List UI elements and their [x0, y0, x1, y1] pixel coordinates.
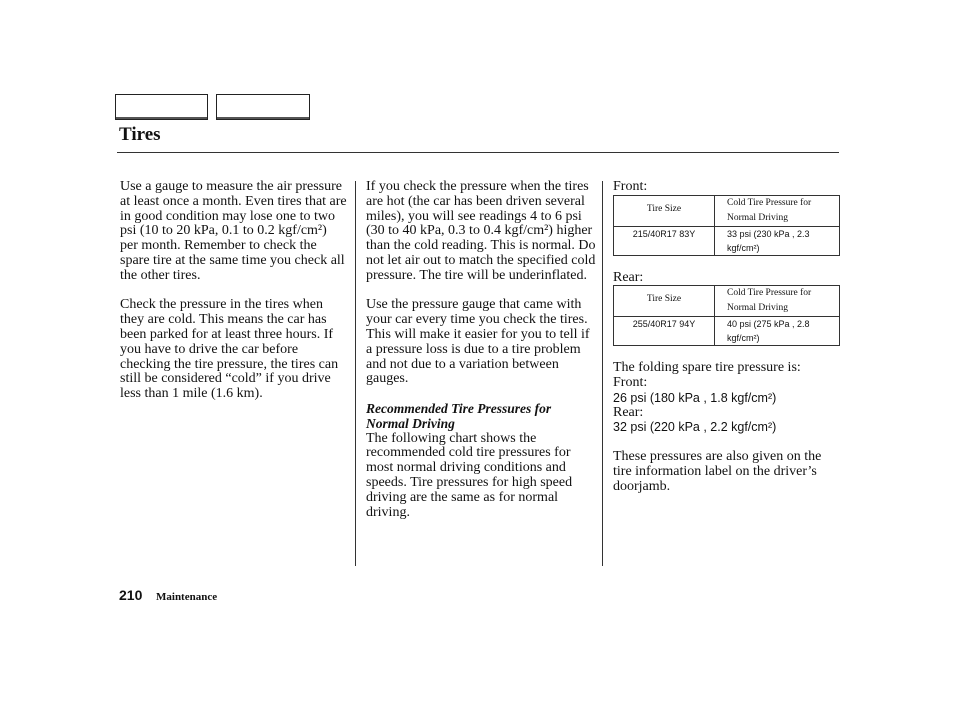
- subheading-recommended: Recommended Tire Pressures for Normal Driving: [366, 400, 552, 431]
- column-divider-1: [355, 181, 356, 566]
- section-name: Maintenance: [156, 591, 218, 603]
- rear-label: Rear:: [613, 269, 644, 285]
- paragraph-doorjamb: These pressures are also given on the tire information label on the driver’s doorjamb.: [613, 448, 822, 494]
- spare-front-label: Front:: [613, 374, 648, 390]
- spare-rear-label: Rear:: [613, 404, 644, 420]
- title-rule: [117, 152, 839, 153]
- column-1: [120, 180, 348, 402]
- spare-rear-value: 32 psi (220 kPa , 2.2 kgf/cm²): [613, 420, 777, 435]
- column-2: [366, 180, 596, 520]
- paragraph-gauge-use: Use the pressure gauge that came with your car every time you check the tires. This will make it easier for you to tell if a pressure loss is due to a tire problem and not due to a variation between gauges.: [366, 297, 590, 387]
- rear-tire-size: 255/40R17 94Y: [614, 317, 715, 346]
- spare-intro: The folding spare tire pressure is:: [613, 360, 801, 376]
- front-label: Front:: [613, 179, 648, 194]
- table-header-size: Tire Size: [614, 195, 715, 226]
- paragraph-cold-check: Check the pressure in the tires when they are cold. This means the car has been parked for at least three hours. If you have to drive the car before checking the tire pressure, the tires can still be considered “cold” if you drive less than 1 mile (1.6 km).: [120, 297, 339, 402]
- column-divider-2: [602, 181, 603, 566]
- paragraph-gauge: Use a gauge to measure the air pressure at least once a month. Even tires that are in good condition may lose one to two psi (10 to 20 kPa, 0.1 to 0.2 kgf/cm²) per month. Remember to check the spare tire at the same time you check all the other tires.: [120, 179, 347, 283]
- paragraph-chart: The following chart shows the recommended cold tire pressures for most normal driving conditions and speeds. Tire pressures for high speed driving are the same as for normal driving.: [366, 430, 573, 520]
- front-tire-size: 215/40R17 83Y: [614, 226, 715, 255]
- column-3: [613, 180, 841, 494]
- table-header-size: Tire Size: [614, 286, 715, 317]
- rear-tire-table: [613, 285, 840, 346]
- table-header-pressure: Cold Tire Pressure for Normal Driving: [715, 286, 840, 317]
- header-tab-1: [115, 94, 208, 120]
- front-tire-pressure: 33 psi (230 kPa , 2.3 kgf/cm²): [715, 226, 840, 255]
- page-number: 210: [119, 587, 143, 603]
- front-tire-table: [613, 195, 840, 256]
- spare-front-value: 26 psi (180 kPa , 1.8 kgf/cm²): [613, 390, 777, 405]
- paragraph-hot-check: If you check the pressure when the tires are hot (the car has been driven several miles), you will see readings 4 to 6 psi (30 to 40 kPa, 0.3 to 0.4 kgf/cm²) higher than the cold reading. This is normal. Do not let air out to match the specified cold pressure. The tire will be underinflated.: [366, 179, 596, 283]
- page-title: Tires: [119, 124, 161, 145]
- rear-tire-pressure: 40 psi (275 kPa , 2.8 kgf/cm²): [715, 317, 840, 346]
- header-tab-2: [216, 94, 310, 120]
- table-header-pressure: Cold Tire Pressure for Normal Driving: [715, 195, 840, 226]
